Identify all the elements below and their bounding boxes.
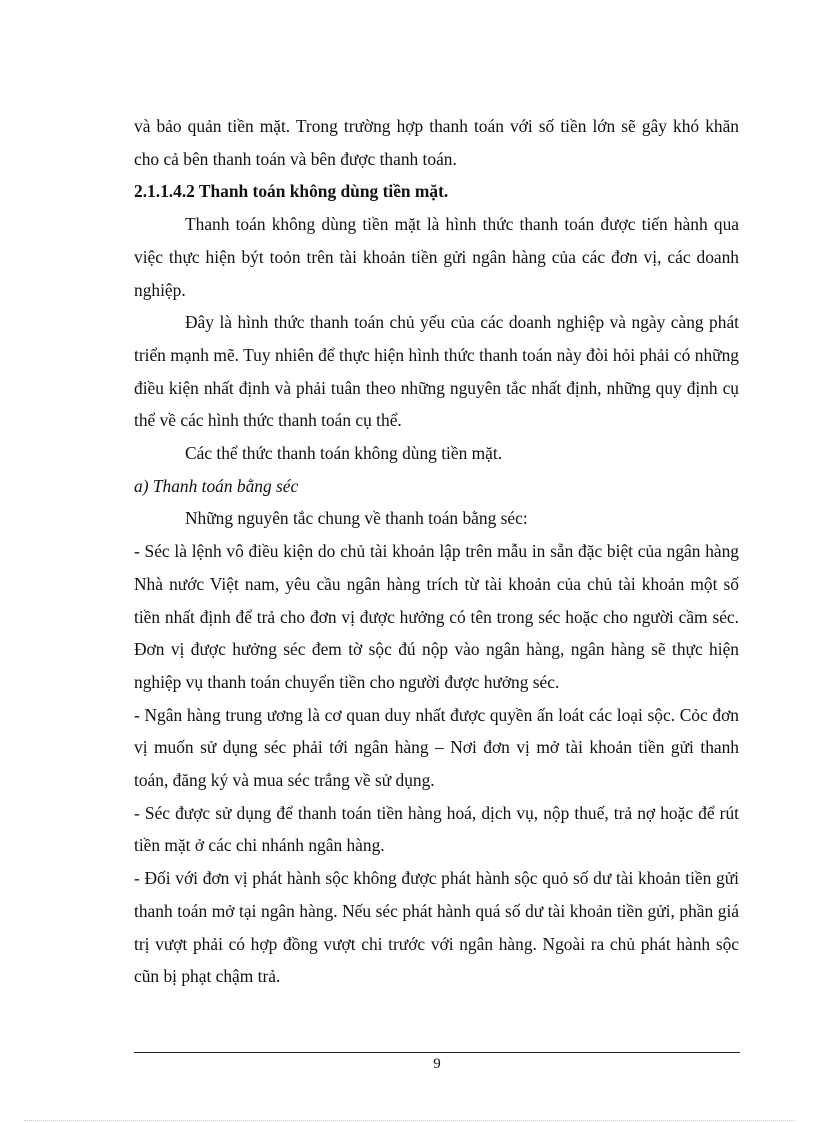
subheading-cheque-payment: a) Thanh toán bằng séc — [134, 475, 299, 496]
list-item-cheque-definition: - Séc là lệnh vô điều kiện do chủ tài khoản lập trên mẫu in sẵn đặc biệt của ngân hàng Nhà nước Việt nam, yêu cầu ngân hàng trích từ tài khoản của chủ tài khoản một số tiền nhất định để trả cho đơn vị được hưởng có tên trong séc hoặc cho người cầm séc. Đơn vị được hưởng séc đem tờ sộc đú nộp vào ngân hàng, ngân hàng sẽ thực hiện nghiệp vụ thanh toán chuyển tiền cho người được hưởng séc. — [134, 541, 739, 692]
paragraph-noncash-definition: Thanh toán không dùng tiền mặt là hình thức thanh toán được tiến hành qua việc thực hiện být toỏn trên tài khoản tiền gửi ngân hàng của các đơn vị, các doanh nghiệp. — [134, 214, 739, 300]
paragraph-noncash-importance: Đây là hình thức thanh toán chủ yếu của các doanh nghiệp và ngày càng phát triển mạnh mẽ. Tuy nhiên để thực hiện hình thức thanh toán này đòi hỏi phải có những điều kiện nhất định và phải tuân theo những nguyên tắc nhất định, những quy định cụ thể về các hình thức thanh toán cụ thể. — [134, 312, 739, 431]
paragraph-cash-storage: và bảo quản tiền mặt. Trong trường hợp thanh toán với số tiền lớn sẽ gây khó khăn cho cả bên thanh toán và bên được thanh toán. — [134, 116, 739, 169]
list-item-cheque-printing: - Ngân hàng trung ương là cơ quan duy nhất được quyền ấn loát các loại sộc. Cỏc đơn vị muốn sử dụng séc phải tới ngân hàng – Nơi đơn vị mở tài khoản tiền gửi thanh toán, đăng ký và mua séc trắng về sử dụng. — [134, 704, 739, 791]
paragraph-payment-methods: Các thể thức thanh toán không dùng tiền mặt. — [185, 443, 503, 464]
footer-rule — [134, 1052, 740, 1053]
list-item-cheque-balance: - Đối với đơn vị phát hành sộc không được phát hành sộc quỏ số dư tài khoản tiền gửi thanh toán mở tại ngân hàng. Nếu séc phát hành quá số dư tài khoản tiền gửi, phần giá trị vượt phải có hợp đồng vượt chi trước với ngân hàng. Ngoài ra chủ phát hành sộc cũn bị phạt chậm trả. — [134, 868, 739, 987]
page-body — [134, 110, 739, 993]
paragraph-cheque-principles: Những nguyên tắc chung về thanh toán bằng séc: — [185, 508, 528, 529]
page-bottom-border — [24, 1120, 794, 1121]
list-item-cheque-use: - Séc được sử dụng để thanh toán tiền hàng hoá, dịch vụ, nộp thuế, trả nợ hoặc để rút tiền mặt ở các chi nhánh ngân hàng. — [134, 802, 739, 856]
section-heading: 2.1.1.4.2 Thanh toán không dùng tiền mặt. — [134, 181, 449, 202]
page-number: 9 — [433, 1056, 441, 1072]
